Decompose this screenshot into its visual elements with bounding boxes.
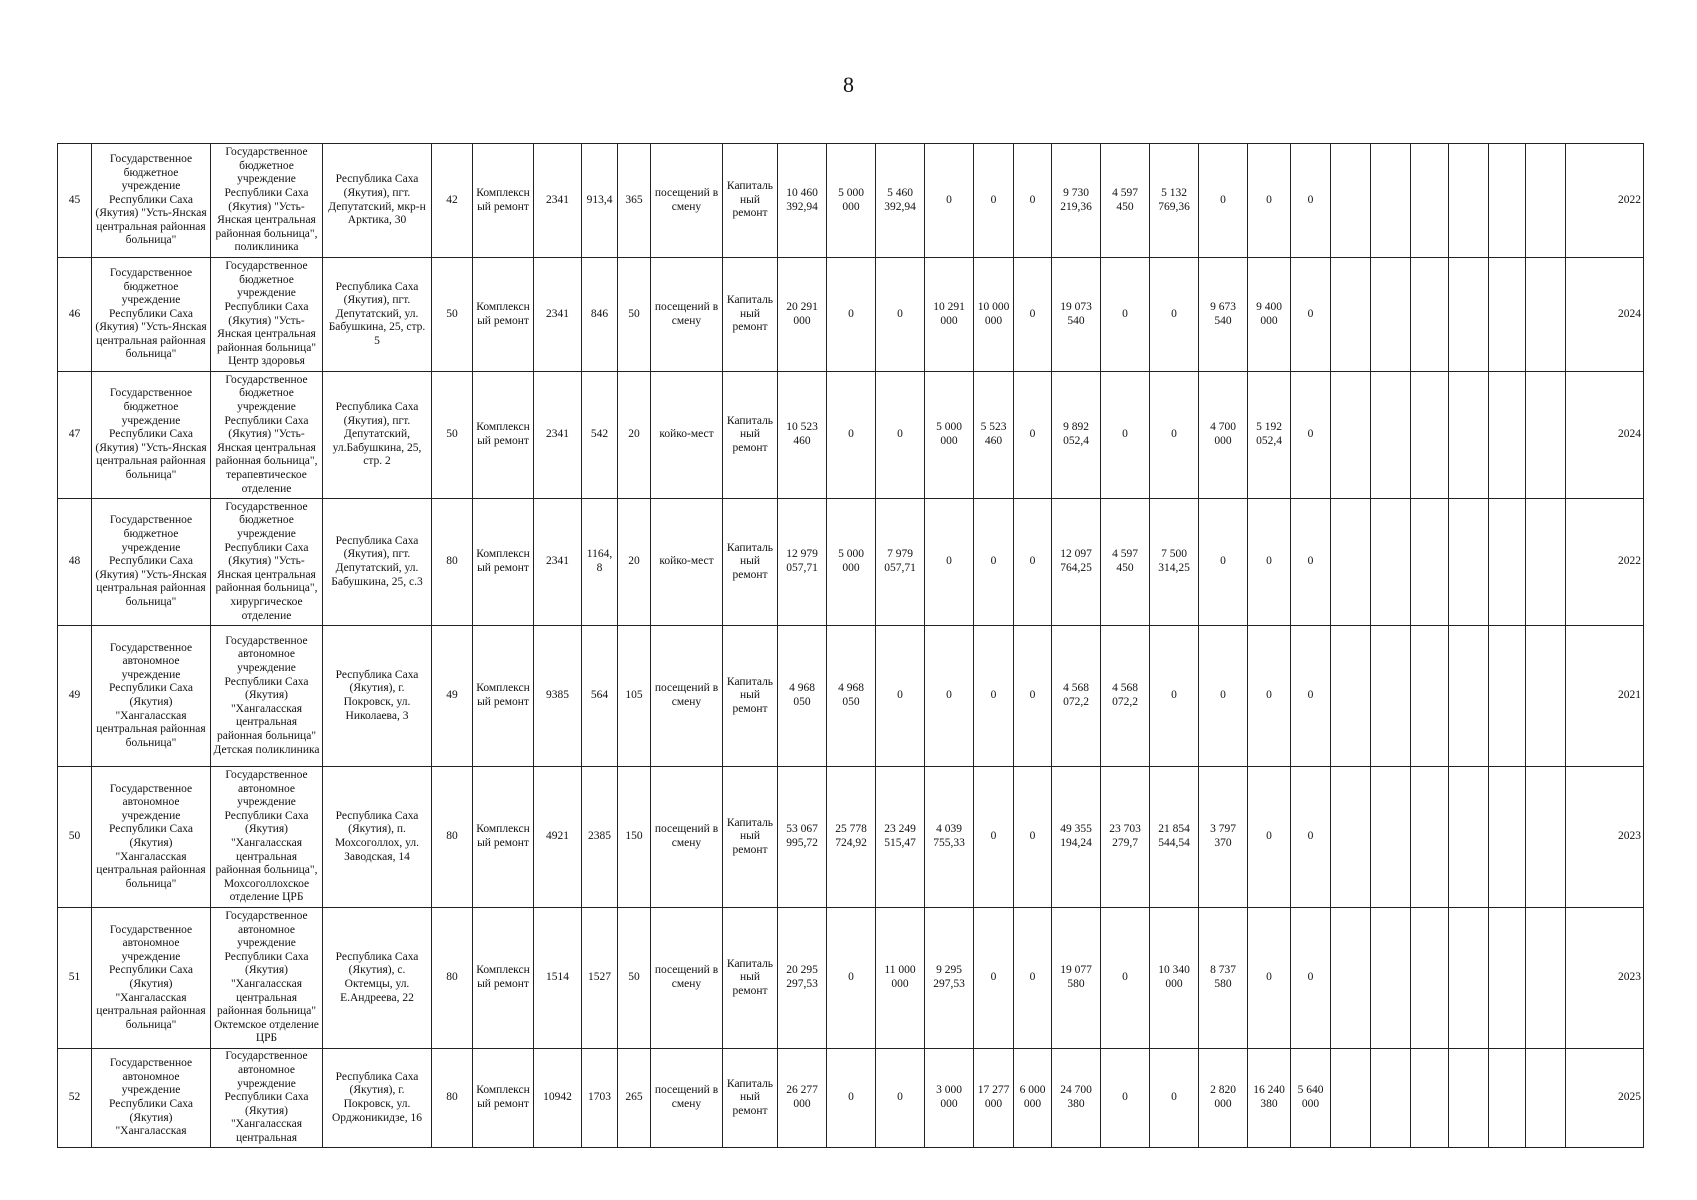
- organization-cell: Государственное автономное учреждение Республики Саха (Якутия) "Хангаласская центральная районная больница": [92, 767, 211, 908]
- amount-cell: 4 968 050: [778, 626, 827, 767]
- row-number: 47: [58, 372, 92, 499]
- work-kind-cell: Капитальный ремонт: [723, 1049, 778, 1148]
- address-cell: Республика Саха (Якутия), п. Мохсоголлох, ул. Заводская, 14: [323, 767, 432, 908]
- amount-cell: 53 067 995,72: [778, 767, 827, 908]
- amount-cell: 0: [827, 258, 876, 372]
- work-kind-cell: Капитальный ремонт: [723, 626, 778, 767]
- amount-cell: 0: [1199, 499, 1248, 626]
- work-kind-cell: Капитальный ремонт: [723, 908, 778, 1049]
- amount-cell: 24 700 380: [1052, 1049, 1101, 1148]
- empty-cell: [1449, 144, 1489, 258]
- amount-cell: 16 240 380: [1248, 1049, 1291, 1148]
- organization-cell: Государственное бюджетное учреждение Республики Саха (Якутия) "Усть-Янская центральная районная больница": [92, 372, 211, 499]
- address-cell: Республика Саха (Якутия), пгт. Депутатский, ул.Бабушкина, 25, стр. 2: [323, 372, 432, 499]
- table-row: [58, 144, 1644, 258]
- row-number: 46: [58, 258, 92, 372]
- amount-cell: 0: [1150, 1049, 1199, 1148]
- empty-cell: [1449, 908, 1489, 1049]
- amount-cell: 20 295 297,53: [778, 908, 827, 1049]
- amount-cell: 0: [925, 499, 974, 626]
- amount-cell: 0: [1291, 908, 1331, 1049]
- empty-cell: [1526, 258, 1566, 372]
- capacity-cell: 20: [618, 372, 651, 499]
- empty-cell: [1411, 144, 1449, 258]
- object-cell: Государственное бюджетное учреждение Республики Саха (Якутия) "Усть-Янская центральная районная больница" Центр здоровья: [211, 258, 323, 372]
- empty-cell: [1526, 1049, 1566, 1148]
- page-number: 8: [843, 72, 854, 97]
- amount-cell: 19 077 580: [1052, 908, 1101, 1049]
- amount-cell: 12 979 057,71: [778, 499, 827, 626]
- empty-cell: [1411, 767, 1449, 908]
- amount-cell: 9 892 052,4: [1052, 372, 1101, 499]
- work-kind-cell: Капитальный ремонт: [723, 767, 778, 908]
- empty-cell: [1411, 499, 1449, 626]
- amount-cell: 0: [974, 626, 1014, 767]
- wear-cell: 50: [432, 372, 473, 499]
- year-cell: 2022: [1566, 144, 1644, 258]
- unit-cell: посещений в смену: [651, 908, 723, 1049]
- year-cell: 2022: [1566, 499, 1644, 626]
- amount-cell: 4 568 072,2: [1052, 626, 1101, 767]
- amount-cell: 0: [925, 144, 974, 258]
- empty-cell: [1411, 626, 1449, 767]
- empty-cell: [1526, 767, 1566, 908]
- empty-cell: [1331, 908, 1371, 1049]
- object-cell: Государственное бюджетное учреждение Республики Саха (Якутия) "Усть-Янская центральная районная больница", хирургическое отделение: [211, 499, 323, 626]
- amount-cell: 0: [827, 1049, 876, 1148]
- capacity-cell: 20: [618, 499, 651, 626]
- object-cell: Государственное бюджетное учреждение Республики Саха (Якутия) "Усть-Янская центральная районная больница", терапевтическое отделение: [211, 372, 323, 499]
- amount-cell: 0: [1014, 499, 1052, 626]
- empty-cell: [1449, 626, 1489, 767]
- object-cell: Государственное автономное учреждение Республики Саха (Якутия) "Хангаласская центральная районная больница", Мохсоголлохское отделение ЦРБ: [211, 767, 323, 908]
- work-kind-cell: Капитальный ремонт: [723, 144, 778, 258]
- work-type-cell: Комплексный ремонт: [473, 767, 534, 908]
- empty-cell: [1371, 626, 1411, 767]
- year-cell: 2024: [1566, 258, 1644, 372]
- empty-cell: [1371, 1049, 1411, 1148]
- amount-cell: 12 097 764,25: [1052, 499, 1101, 626]
- address-cell: Республика Саха (Якутия), пгт. Депутатский, мкр-н Арктика, 30: [323, 144, 432, 258]
- amount-cell: 4 597 450: [1101, 499, 1150, 626]
- area-cell: 1164,8: [582, 499, 618, 626]
- empty-cell: [1449, 499, 1489, 626]
- amount-cell: 0: [1291, 258, 1331, 372]
- amount-cell: 5 460 392,94: [876, 144, 925, 258]
- empty-cell: [1449, 372, 1489, 499]
- amount-cell: 5 523 460: [974, 372, 1014, 499]
- amount-cell: 4 039 755,33: [925, 767, 974, 908]
- amount-cell: 0: [1291, 372, 1331, 499]
- amount-cell: 0: [1014, 767, 1052, 908]
- amount-cell: 0: [876, 258, 925, 372]
- amount-cell: 5 000 000: [827, 499, 876, 626]
- capacity-cell: 50: [618, 908, 651, 1049]
- amount-cell: 3 797 370: [1199, 767, 1248, 908]
- amount-cell: 0: [876, 372, 925, 499]
- unit-cell: койко-мест: [651, 372, 723, 499]
- amount-cell: 9 400 000: [1248, 258, 1291, 372]
- unit-cell: посещений в смену: [651, 144, 723, 258]
- organization-cell: Государственное бюджетное учреждение Республики Саха (Якутия) "Усть-Янская центральная районная больница": [92, 144, 211, 258]
- area-cell: 564: [582, 626, 618, 767]
- amount-cell: 0: [1101, 258, 1150, 372]
- amount-cell: 11 000 000: [876, 908, 925, 1049]
- empty-cell: [1449, 258, 1489, 372]
- empty-cell: [1411, 258, 1449, 372]
- amount-cell: 5 132 769,36: [1150, 144, 1199, 258]
- amount-cell: 0: [1248, 908, 1291, 1049]
- table-row: [58, 626, 1644, 767]
- amount-cell: 0: [827, 372, 876, 499]
- area-cell: 542: [582, 372, 618, 499]
- amount-cell: 0: [1199, 144, 1248, 258]
- amount-cell: 19 073 540: [1052, 258, 1101, 372]
- area-cell: 1703: [582, 1049, 618, 1148]
- renovation-table: [57, 143, 1644, 1148]
- row-number: 50: [58, 767, 92, 908]
- amount-cell: 6 000 000: [1014, 1049, 1052, 1148]
- wear-cell: 80: [432, 499, 473, 626]
- amount-cell: 10 340 000: [1150, 908, 1199, 1049]
- empty-cell: [1331, 1049, 1371, 1148]
- empty-cell: [1489, 372, 1526, 499]
- amount-cell: 4 968 050: [827, 626, 876, 767]
- amount-cell: 0: [1248, 626, 1291, 767]
- amount-cell: 8 737 580: [1199, 908, 1248, 1049]
- amount-cell: 10 000 000: [974, 258, 1014, 372]
- amount-cell: 0: [1248, 144, 1291, 258]
- amount-cell: 0: [1248, 499, 1291, 626]
- empty-cell: [1489, 767, 1526, 908]
- row-number: 49: [58, 626, 92, 767]
- empty-cell: [1411, 1049, 1449, 1148]
- empty-cell: [1411, 372, 1449, 499]
- empty-cell: [1526, 372, 1566, 499]
- capacity-cell: 265: [618, 1049, 651, 1148]
- amount-cell: 5 192 052,4: [1248, 372, 1291, 499]
- empty-cell: [1489, 908, 1526, 1049]
- amount-cell: 0: [1014, 908, 1052, 1049]
- table-row: [58, 908, 1644, 1049]
- amount-cell: 0: [1291, 767, 1331, 908]
- work-type-cell: Комплексный ремонт: [473, 372, 534, 499]
- table-row: [58, 499, 1644, 626]
- empty-cell: [1331, 372, 1371, 499]
- amount-cell: 0: [1101, 372, 1150, 499]
- amount-cell: 25 778 724,92: [827, 767, 876, 908]
- amount-cell: 9 673 540: [1199, 258, 1248, 372]
- address-cell: Республика Саха (Якутия), пгт. Депутатский, ул. Бабушкина, 25, с.3: [323, 499, 432, 626]
- code-cell: 2341: [534, 499, 582, 626]
- wear-cell: 80: [432, 767, 473, 908]
- organization-cell: Государственное бюджетное учреждение Республики Саха (Якутия) "Усть-Янская центральная районная больница": [92, 258, 211, 372]
- work-kind-cell: Капитальный ремонт: [723, 499, 778, 626]
- code-cell: 2341: [534, 372, 582, 499]
- amount-cell: 0: [974, 144, 1014, 258]
- amount-cell: 0: [1150, 626, 1199, 767]
- year-cell: 2023: [1566, 767, 1644, 908]
- work-kind-cell: Капитальный ремонт: [723, 258, 778, 372]
- amount-cell: 0: [1014, 626, 1052, 767]
- organization-cell: Государственное бюджетное учреждение Республики Саха (Якутия) "Усть-Янская центральная районная больница": [92, 499, 211, 626]
- organization-cell: Государственное автономное учреждение Республики Саха (Якутия) "Хангаласская: [92, 1049, 211, 1148]
- unit-cell: посещений в смену: [651, 767, 723, 908]
- amount-cell: 0: [1248, 767, 1291, 908]
- amount-cell: 5 000 000: [827, 144, 876, 258]
- wear-cell: 80: [432, 1049, 473, 1148]
- amount-cell: 0: [1014, 144, 1052, 258]
- empty-cell: [1449, 767, 1489, 908]
- amount-cell: 10 460 392,94: [778, 144, 827, 258]
- amount-cell: 0: [974, 499, 1014, 626]
- empty-cell: [1489, 499, 1526, 626]
- capacity-cell: 150: [618, 767, 651, 908]
- empty-cell: [1526, 908, 1566, 1049]
- wear-cell: 42: [432, 144, 473, 258]
- amount-cell: 0: [1101, 1049, 1150, 1148]
- wear-cell: 80: [432, 908, 473, 1049]
- empty-cell: [1331, 626, 1371, 767]
- unit-cell: посещений в смену: [651, 1049, 723, 1148]
- wear-cell: 49: [432, 626, 473, 767]
- amount-cell: 0: [876, 1049, 925, 1148]
- amount-cell: 23 249 515,47: [876, 767, 925, 908]
- amount-cell: 3 000 000: [925, 1049, 974, 1148]
- amount-cell: 20 291 000: [778, 258, 827, 372]
- empty-cell: [1489, 1049, 1526, 1148]
- amount-cell: 4 700 000: [1199, 372, 1248, 499]
- amount-cell: 49 355 194,24: [1052, 767, 1101, 908]
- empty-cell: [1371, 908, 1411, 1049]
- empty-cell: [1371, 767, 1411, 908]
- amount-cell: 7 500 314,25: [1150, 499, 1199, 626]
- amount-cell: 9 730 219,36: [1052, 144, 1101, 258]
- code-cell: 2341: [534, 144, 582, 258]
- amount-cell: 0: [1150, 372, 1199, 499]
- amount-cell: 0: [925, 626, 974, 767]
- amount-cell: 0: [1291, 144, 1331, 258]
- empty-cell: [1489, 144, 1526, 258]
- amount-cell: 0: [827, 908, 876, 1049]
- amount-cell: 0: [1014, 372, 1052, 499]
- code-cell: 2341: [534, 258, 582, 372]
- table-row: [58, 372, 1644, 499]
- table-row: [58, 1049, 1644, 1148]
- year-cell: 2021: [1566, 626, 1644, 767]
- code-cell: 4921: [534, 767, 582, 908]
- row-number: 45: [58, 144, 92, 258]
- year-cell: 2023: [1566, 908, 1644, 1049]
- object-cell: Государственное автономное учреждение Республики Саха (Якутия) "Хангаласская центральная районная больница" Детская поликлиника: [211, 626, 323, 767]
- empty-cell: [1371, 144, 1411, 258]
- amount-cell: 0: [1291, 499, 1331, 626]
- object-cell: Государственное бюджетное учреждение Республики Саха (Якутия) "Усть-Янская центральная районная больница", поликлиника: [211, 144, 323, 258]
- address-cell: Республика Саха (Якутия), г. Покровск, ул. Николаева, 3: [323, 626, 432, 767]
- empty-cell: [1371, 372, 1411, 499]
- work-type-cell: Комплексный ремонт: [473, 626, 534, 767]
- amount-cell: 4 597 450: [1101, 144, 1150, 258]
- work-type-cell: Комплексный ремонт: [473, 499, 534, 626]
- address-cell: Республика Саха (Якутия), с. Октемцы, ул. Е.Андреева, 22: [323, 908, 432, 1049]
- empty-cell: [1331, 767, 1371, 908]
- amount-cell: 0: [1150, 258, 1199, 372]
- object-cell: Государственное автономное учреждение Республики Саха (Якутия) "Хангаласская центральная: [211, 1049, 323, 1148]
- capacity-cell: 105: [618, 626, 651, 767]
- table-row: [58, 767, 1644, 908]
- empty-cell: [1371, 258, 1411, 372]
- amount-cell: 4 568 072,2: [1101, 626, 1150, 767]
- work-kind-cell: Капитальный ремонт: [723, 372, 778, 499]
- amount-cell: 10 523 460: [778, 372, 827, 499]
- empty-cell: [1371, 499, 1411, 626]
- amount-cell: 0: [974, 767, 1014, 908]
- year-cell: 2024: [1566, 372, 1644, 499]
- amount-cell: 17 277 000: [974, 1049, 1014, 1148]
- amount-cell: 23 703 279,7: [1101, 767, 1150, 908]
- area-cell: 2385: [582, 767, 618, 908]
- area-cell: 1527: [582, 908, 618, 1049]
- code-cell: 1514: [534, 908, 582, 1049]
- amount-cell: 0: [1101, 908, 1150, 1049]
- amount-cell: 0: [974, 908, 1014, 1049]
- amount-cell: 0: [1014, 258, 1052, 372]
- amount-cell: 5 640 000: [1291, 1049, 1331, 1148]
- empty-cell: [1331, 258, 1371, 372]
- amount-cell: 5 000 000: [925, 372, 974, 499]
- work-type-cell: Комплексный ремонт: [473, 1049, 534, 1148]
- unit-cell: посещений в смену: [651, 626, 723, 767]
- amount-cell: 9 295 297,53: [925, 908, 974, 1049]
- amount-cell: 2 820 000: [1199, 1049, 1248, 1148]
- amount-cell: 0: [1199, 626, 1248, 767]
- amount-cell: 7 979 057,71: [876, 499, 925, 626]
- amount-cell: 0: [876, 626, 925, 767]
- code-cell: 10942: [534, 1049, 582, 1148]
- organization-cell: Государственное автономное учреждение Республики Саха (Якутия) "Хангаласская центральная районная больница": [92, 626, 211, 767]
- amount-cell: 26 277 000: [778, 1049, 827, 1148]
- organization-cell: Государственное автономное учреждение Республики Саха (Якутия) "Хангаласская центральная районная больница": [92, 908, 211, 1049]
- row-number: 52: [58, 1049, 92, 1148]
- amount-cell: 0: [1291, 626, 1331, 767]
- empty-cell: [1489, 258, 1526, 372]
- work-type-cell: Комплексный ремонт: [473, 144, 534, 258]
- address-cell: Республика Саха (Якутия), г. Покровск, ул. Орджоникидзе, 16: [323, 1049, 432, 1148]
- year-cell: 2025: [1566, 1049, 1644, 1148]
- row-number: 48: [58, 499, 92, 626]
- row-number: 51: [58, 908, 92, 1049]
- empty-cell: [1411, 908, 1449, 1049]
- amount-cell: 21 854 544,54: [1150, 767, 1199, 908]
- area-cell: 846: [582, 258, 618, 372]
- empty-cell: [1331, 144, 1371, 258]
- code-cell: 9385: [534, 626, 582, 767]
- unit-cell: посещений в смену: [651, 258, 723, 372]
- unit-cell: койко-мест: [651, 499, 723, 626]
- area-cell: 913,4: [582, 144, 618, 258]
- wear-cell: 50: [432, 258, 473, 372]
- capacity-cell: 50: [618, 258, 651, 372]
- empty-cell: [1449, 1049, 1489, 1148]
- empty-cell: [1489, 626, 1526, 767]
- empty-cell: [1526, 144, 1566, 258]
- empty-cell: [1526, 626, 1566, 767]
- object-cell: Государственное автономное учреждение Республики Саха (Якутия) "Хангаласская центральная районная больница" Октемское отделение ЦРБ: [211, 908, 323, 1049]
- table-row: [58, 258, 1644, 372]
- address-cell: Республика Саха (Якутия), пгт. Депутатский, ул. Бабушкина, 25, стр. 5: [323, 258, 432, 372]
- empty-cell: [1526, 499, 1566, 626]
- empty-cell: [1331, 499, 1371, 626]
- work-type-cell: Комплексный ремонт: [473, 908, 534, 1049]
- work-type-cell: Комплексный ремонт: [473, 258, 534, 372]
- amount-cell: 10 291 000: [925, 258, 974, 372]
- capacity-cell: 365: [618, 144, 651, 258]
